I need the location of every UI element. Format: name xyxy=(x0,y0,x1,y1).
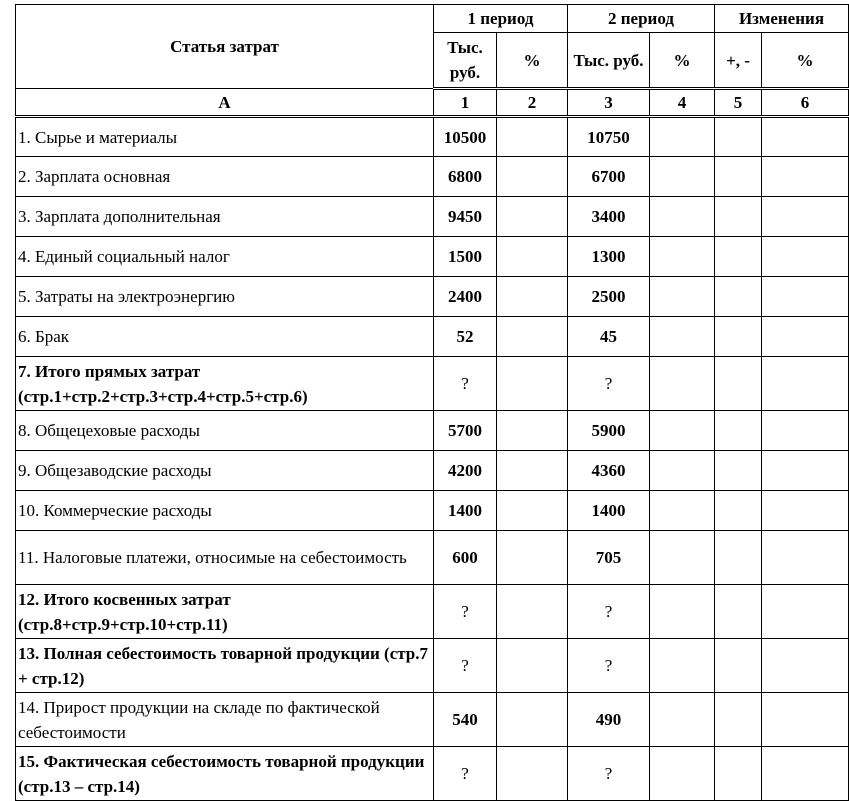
row-name: 2. Зарплата основная xyxy=(16,157,434,197)
row-name: 10. Коммерческие расходы xyxy=(16,491,434,531)
value-period-1: ? xyxy=(434,747,497,801)
change-abs xyxy=(715,639,762,693)
row-name: 4. Единый социальный налог xyxy=(16,237,434,277)
header-thous-rub-2: Тыс. руб. xyxy=(568,33,650,89)
pct-period-1 xyxy=(497,531,568,585)
table-row xyxy=(16,277,849,317)
row-name: 5. Затраты на электроэнергию xyxy=(16,277,434,317)
change-pct xyxy=(762,747,849,801)
value-period-1: 10500 xyxy=(434,117,497,157)
pct-period-2 xyxy=(650,237,715,277)
change-abs xyxy=(715,237,762,277)
row-name: 1. Сырье и материалы xyxy=(16,117,434,157)
pct-period-2 xyxy=(650,117,715,157)
value-period-2: 1400 xyxy=(568,491,650,531)
pct-period-1 xyxy=(497,491,568,531)
change-abs xyxy=(715,357,762,411)
change-abs xyxy=(715,747,762,801)
pct-period-1 xyxy=(497,277,568,317)
change-pct xyxy=(762,451,849,491)
value-period-1: 1400 xyxy=(434,491,497,531)
row-name: 3. Зарплата дополнительная xyxy=(16,197,434,237)
value-period-2: 5900 xyxy=(568,411,650,451)
value-period-2: ? xyxy=(568,357,650,411)
value-period-2: 4360 xyxy=(568,451,650,491)
table-row xyxy=(16,747,849,801)
change-abs xyxy=(715,277,762,317)
row-name: 11. Налоговые платежи, относимые на себестоимость xyxy=(16,531,434,585)
change-pct xyxy=(762,585,849,639)
pct-period-1 xyxy=(497,197,568,237)
change-abs xyxy=(715,157,762,197)
pct-period-2 xyxy=(650,357,715,411)
change-pct xyxy=(762,357,849,411)
table-row xyxy=(16,531,849,585)
change-pct xyxy=(762,157,849,197)
index-cell: 1 xyxy=(434,89,497,117)
value-period-1: 52 xyxy=(434,317,497,357)
value-period-2: 1300 xyxy=(568,237,650,277)
value-period-2: ? xyxy=(568,585,650,639)
value-period-2: 10750 xyxy=(568,117,650,157)
value-period-1: 600 xyxy=(434,531,497,585)
index-cell: А xyxy=(16,89,434,117)
row-name: 8. Общецеховые расходы xyxy=(16,411,434,451)
pct-period-1 xyxy=(497,157,568,197)
header-period-1: 1 период xyxy=(434,5,568,33)
value-period-1: 1500 xyxy=(434,237,497,277)
header-pct-3: % xyxy=(762,33,849,89)
header-article: Статья затрат xyxy=(16,5,434,89)
value-period-2: 2500 xyxy=(568,277,650,317)
pct-period-2 xyxy=(650,531,715,585)
header-plus-minus: +, - xyxy=(715,33,762,89)
value-period-1: 5700 xyxy=(434,411,497,451)
change-abs xyxy=(715,117,762,157)
pct-period-2 xyxy=(650,585,715,639)
pct-period-2 xyxy=(650,277,715,317)
table-row xyxy=(16,585,849,639)
cost-table xyxy=(15,4,849,801)
row-name: 13. Полная себестоимость товарной продукции (стр.7 + стр.12) xyxy=(16,639,434,693)
row-name: 14. Прирост продукции на складе по фактической себестоимости xyxy=(16,693,434,747)
pct-period-1 xyxy=(497,357,568,411)
index-cell: 2 xyxy=(497,89,568,117)
change-pct xyxy=(762,117,849,157)
value-period-1: ? xyxy=(434,357,497,411)
value-period-1: ? xyxy=(434,639,497,693)
value-period-2: ? xyxy=(568,747,650,801)
header-changes: Изменения xyxy=(715,5,849,33)
change-abs xyxy=(715,585,762,639)
pct-period-2 xyxy=(650,411,715,451)
change-abs xyxy=(715,491,762,531)
row-name: 6. Брак xyxy=(16,317,434,357)
pct-period-2 xyxy=(650,693,715,747)
table-row xyxy=(16,317,849,357)
row-name: 12. Итого косвенных затрат (стр.8+стр.9+стр.10+стр.11) xyxy=(16,585,434,639)
header-pct-1: % xyxy=(497,33,568,89)
pct-period-1 xyxy=(497,585,568,639)
pct-period-2 xyxy=(650,157,715,197)
change-pct xyxy=(762,237,849,277)
pct-period-1 xyxy=(497,237,568,277)
value-period-2: ? xyxy=(568,639,650,693)
pct-period-2 xyxy=(650,639,715,693)
change-pct xyxy=(762,197,849,237)
pct-period-1 xyxy=(497,117,568,157)
value-period-2: 705 xyxy=(568,531,650,585)
index-cell: 5 xyxy=(715,89,762,117)
value-period-1: 4200 xyxy=(434,451,497,491)
change-pct xyxy=(762,639,849,693)
change-pct xyxy=(762,277,849,317)
change-pct xyxy=(762,693,849,747)
change-abs xyxy=(715,411,762,451)
index-cell: 4 xyxy=(650,89,715,117)
pct-period-1 xyxy=(497,639,568,693)
row-name: 9. Общезаводские расходы xyxy=(16,451,434,491)
change-pct xyxy=(762,317,849,357)
row-name: 7. Итого прямых затрат (стр.1+стр.2+стр.3+стр.4+стр.5+стр.6) xyxy=(16,357,434,411)
change-pct xyxy=(762,531,849,585)
table-row xyxy=(16,639,849,693)
table-row xyxy=(16,237,849,277)
row-name: 15. Фактическая себестоимость товарной продукции (стр.13 – стр.14) xyxy=(16,747,434,801)
change-abs xyxy=(715,197,762,237)
value-period-2: 45 xyxy=(568,317,650,357)
pct-period-1 xyxy=(497,317,568,357)
change-abs xyxy=(715,317,762,357)
change-abs xyxy=(715,531,762,585)
value-period-1: 6800 xyxy=(434,157,497,197)
header-period-2: 2 период xyxy=(568,5,715,33)
change-abs xyxy=(715,693,762,747)
table-row xyxy=(16,197,849,237)
header-pct-2: % xyxy=(650,33,715,89)
change-abs xyxy=(715,451,762,491)
value-period-1: 9450 xyxy=(434,197,497,237)
table-row xyxy=(16,693,849,747)
value-period-2: 3400 xyxy=(568,197,650,237)
index-row xyxy=(16,89,849,117)
table-row xyxy=(16,157,849,197)
pct-period-1 xyxy=(497,693,568,747)
value-period-1: 540 xyxy=(434,693,497,747)
pct-period-2 xyxy=(650,317,715,357)
pct-period-2 xyxy=(650,747,715,801)
pct-period-2 xyxy=(650,197,715,237)
value-period-1: ? xyxy=(434,585,497,639)
value-period-2: 6700 xyxy=(568,157,650,197)
cost-rows xyxy=(16,117,849,801)
pct-period-2 xyxy=(650,491,715,531)
table-row xyxy=(16,117,849,157)
change-pct xyxy=(762,411,849,451)
index-cell: 3 xyxy=(568,89,650,117)
pct-period-1 xyxy=(497,411,568,451)
value-period-2: 490 xyxy=(568,693,650,747)
change-pct xyxy=(762,491,849,531)
pct-period-2 xyxy=(650,451,715,491)
header-thous-rub-1: Тыс. руб. xyxy=(434,33,497,89)
index-cell: 6 xyxy=(762,89,849,117)
pct-period-1 xyxy=(497,747,568,801)
value-period-1: 2400 xyxy=(434,277,497,317)
table-row xyxy=(16,357,849,411)
table-row xyxy=(16,451,849,491)
pct-period-1 xyxy=(497,451,568,491)
table-row xyxy=(16,411,849,451)
table-row xyxy=(16,491,849,531)
